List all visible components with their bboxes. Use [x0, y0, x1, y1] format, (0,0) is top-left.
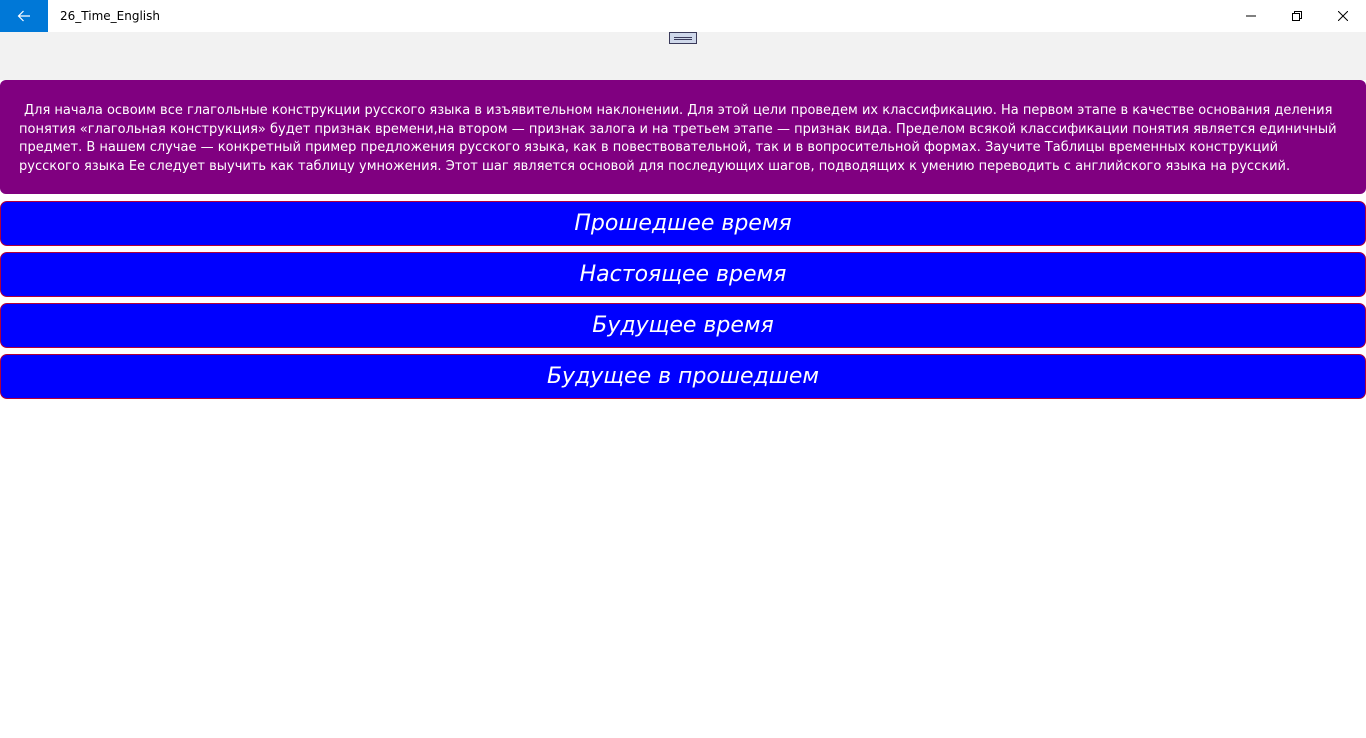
minimize-icon — [1246, 11, 1256, 21]
back-button[interactable] — [0, 0, 48, 32]
past-tense-button[interactable]: Прошедшее время — [0, 201, 1366, 246]
intro-panel — [0, 80, 1366, 194]
app-bar-expand-handle[interactable] — [669, 32, 697, 44]
close-button[interactable] — [1320, 0, 1366, 32]
present-tense-button[interactable]: Настоящее время — [0, 252, 1366, 297]
window-controls — [1228, 0, 1366, 32]
arrow-left-icon — [17, 9, 31, 23]
title-bar — [0, 0, 1366, 32]
handle-lines-icon — [674, 37, 692, 40]
future-tense-button[interactable]: Будущее время — [0, 303, 1366, 348]
restore-button[interactable] — [1274, 0, 1320, 32]
intro-text: Для начала освоим все глагольные конструкции русского языка в изъявительном наклонении. Для этой цели проведем их классификацию. На первом этапе в качестве основания деления понятия «глагольная конструкция» будет признак времени,на втором — признак залога и на третьем этапе — признак вида. Пределом всякой классификации понятия является единичный предмет. В нашем случае — конкретный пример предложения русского языка, как в повествовательной, так и в вопросительной формах. Заучите Таблицы временных конструкций русского языка Ее следует выучить как таблицу умножения. Этот шаг является основой для последующих шагов, подводящих к умению переводить с английского языка на русский. — [19, 103, 1337, 174]
restore-icon — [1292, 11, 1302, 21]
window-title: 26_Time_English — [60, 9, 160, 23]
minimize-button[interactable] — [1228, 0, 1274, 32]
future-in-past-button[interactable]: Будущее в прошедшем — [0, 354, 1366, 399]
close-icon — [1338, 11, 1348, 21]
top-app-bar — [0, 32, 1366, 80]
